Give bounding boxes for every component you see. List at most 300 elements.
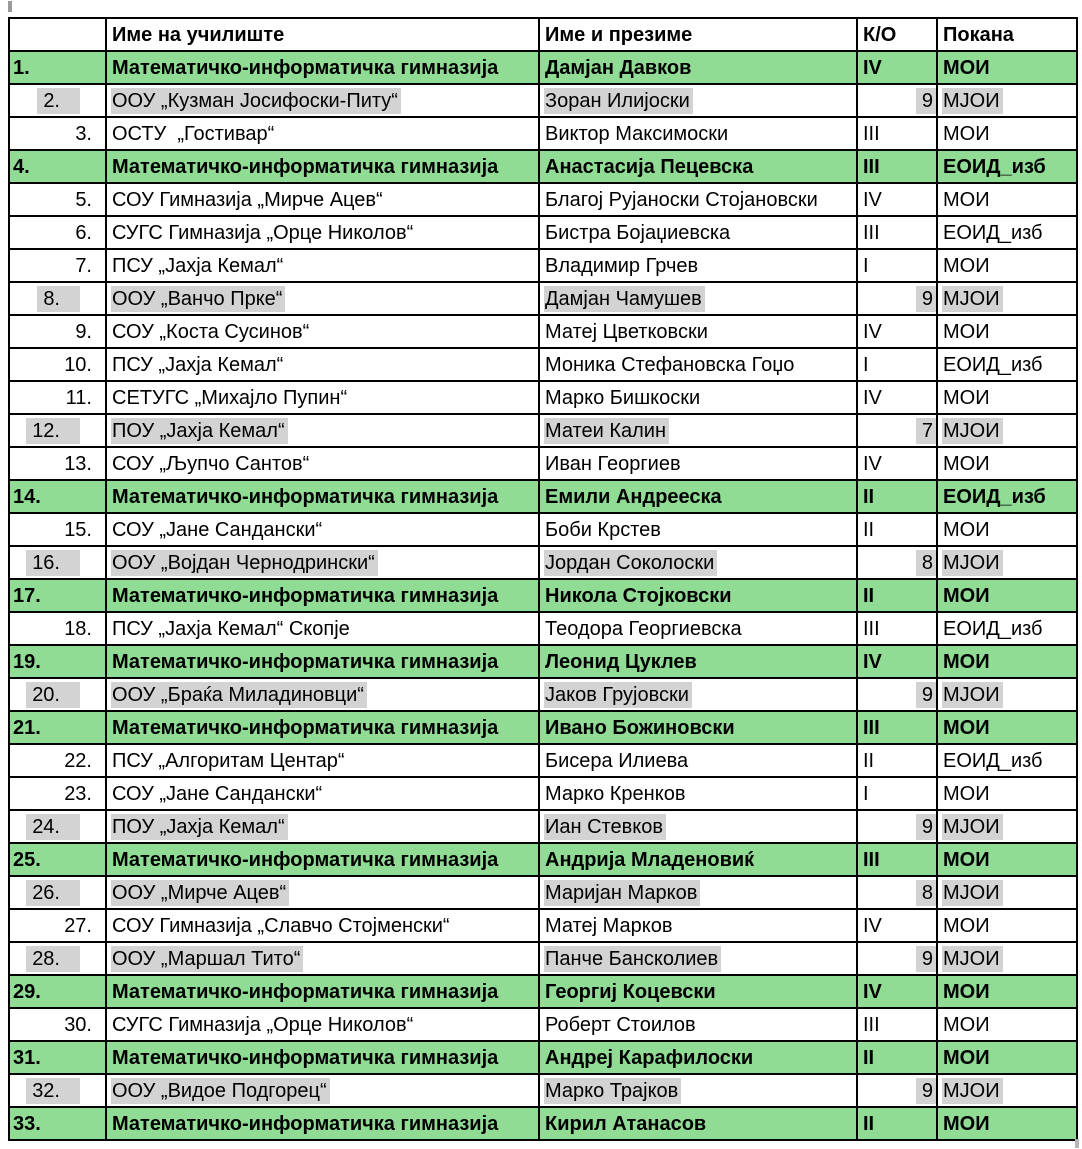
invitation-cell[interactable] xyxy=(937,1074,1077,1107)
person-cell[interactable] xyxy=(539,381,857,414)
invitation-cell[interactable] xyxy=(937,480,1077,513)
school-cell[interactable] xyxy=(106,810,539,843)
class-cell[interactable] xyxy=(857,711,937,744)
invitation-cell[interactable] xyxy=(937,777,1077,810)
table-row xyxy=(9,975,1077,1008)
person-name: Роберт Стоилов xyxy=(545,1013,696,1036)
row-number: 27. xyxy=(64,914,92,937)
school-cell[interactable] xyxy=(106,942,539,975)
person-cell[interactable] xyxy=(539,876,857,909)
row-number-cell[interactable] xyxy=(9,117,106,150)
class-cell[interactable] xyxy=(857,216,937,249)
invitation-value: МЈОИ xyxy=(942,682,1003,708)
invitation-cell[interactable] xyxy=(937,876,1077,909)
person-cell[interactable] xyxy=(539,183,857,216)
invitation-cell[interactable] xyxy=(937,348,1077,381)
school-cell[interactable] xyxy=(106,843,539,876)
row-number-cell[interactable] xyxy=(9,1074,106,1107)
invitation-cell[interactable] xyxy=(937,216,1077,249)
header-cell-invitation[interactable]: Покана xyxy=(937,18,1077,51)
class-cell[interactable] xyxy=(857,1107,937,1140)
row-number: 12. xyxy=(26,418,80,444)
row-number: 21. xyxy=(13,716,41,739)
table-row xyxy=(9,480,1077,513)
class-value: IV xyxy=(863,914,882,937)
invitation-value: ЕОИД_изб xyxy=(943,155,1046,178)
class-cell[interactable] xyxy=(857,942,937,975)
school-cell[interactable] xyxy=(106,414,539,447)
header-row xyxy=(9,18,1077,51)
person-name: Зоран Илијоски xyxy=(544,88,693,114)
person-cell[interactable] xyxy=(539,249,857,282)
person-name: Кирил Атанасов xyxy=(545,1112,707,1135)
table-row xyxy=(9,51,1077,84)
class-value: 8 xyxy=(916,880,936,906)
school-cell[interactable] xyxy=(106,447,539,480)
school-name: СУГС Гимназија „Орце Николов“ xyxy=(112,1013,414,1036)
invitation-value: МОИ xyxy=(943,716,990,739)
class-value: III xyxy=(863,1013,880,1036)
text-cursor-artifact-bottom xyxy=(1075,1139,1079,1148)
row-number: 17. xyxy=(13,584,41,607)
class-value: I xyxy=(863,254,869,277)
row-number-cell[interactable] xyxy=(9,348,106,381)
invitation-cell[interactable] xyxy=(937,579,1077,612)
invitation-cell[interactable] xyxy=(937,51,1077,84)
row-number-cell[interactable] xyxy=(9,579,106,612)
invitation-cell[interactable] xyxy=(937,942,1077,975)
school-cell[interactable] xyxy=(106,777,539,810)
row-number: 30. xyxy=(64,1013,92,1036)
row-number-cell[interactable] xyxy=(9,84,106,117)
invitation-cell[interactable] xyxy=(937,414,1077,447)
row-number-cell[interactable] xyxy=(9,810,106,843)
invitation-cell[interactable] xyxy=(937,1041,1077,1074)
school-cell[interactable] xyxy=(106,216,539,249)
school-cell[interactable] xyxy=(106,678,539,711)
class-cell[interactable] xyxy=(857,348,937,381)
row-number: 31. xyxy=(13,1046,41,1069)
invitation-value: МОИ xyxy=(943,584,990,607)
invitation-cell[interactable] xyxy=(937,513,1077,546)
school-name: Математичко-информатичка гимназија xyxy=(112,56,499,79)
school-cell[interactable] xyxy=(106,1074,539,1107)
class-value: II xyxy=(863,1046,875,1069)
invitation-cell[interactable] xyxy=(937,1008,1077,1041)
row-number: 26. xyxy=(26,880,80,906)
invitation-value: МЈОИ xyxy=(942,88,1003,114)
invitation-value: МЈОИ xyxy=(942,550,1003,576)
row-number: 20. xyxy=(26,682,80,708)
invitation-cell[interactable] xyxy=(937,249,1077,282)
school-cell[interactable] xyxy=(106,282,539,315)
invitation-cell[interactable] xyxy=(937,645,1077,678)
row-number-cell[interactable] xyxy=(9,216,106,249)
invitation-value: МОИ xyxy=(943,122,990,145)
school-cell[interactable] xyxy=(106,909,539,942)
class-value: I xyxy=(863,353,869,376)
person-cell[interactable] xyxy=(539,51,857,84)
person-cell[interactable] xyxy=(539,315,857,348)
header-cell-school[interactable]: Име на училиште xyxy=(106,18,539,51)
invitation-value: МОИ xyxy=(943,56,990,79)
school-name: Математичко-информатичка гимназија xyxy=(112,716,499,739)
header-cell-class[interactable]: К/О xyxy=(857,18,937,51)
invitation-cell[interactable] xyxy=(937,711,1077,744)
class-cell[interactable] xyxy=(857,183,937,216)
invitation-value: МЈОИ xyxy=(942,946,1003,972)
school-cell[interactable] xyxy=(106,183,539,216)
person-name: Моника Стефановска Гоџо xyxy=(545,353,795,376)
row-number-cell[interactable] xyxy=(9,711,106,744)
school-cell[interactable] xyxy=(106,579,539,612)
person-cell[interactable] xyxy=(539,1074,857,1107)
class-cell[interactable] xyxy=(857,612,937,645)
row-number: 2. xyxy=(37,88,80,114)
school-name: ООУ „Видое Подгорец“ xyxy=(111,1078,330,1104)
table-row xyxy=(9,1107,1077,1140)
class-cell[interactable] xyxy=(857,777,937,810)
row-number-cell[interactable] xyxy=(9,744,106,777)
school-name: СУГС Гимназија „Орце Николов“ xyxy=(112,221,414,244)
class-value: III xyxy=(863,617,880,640)
class-cell[interactable] xyxy=(857,909,937,942)
person-name: Никола Стојковски xyxy=(545,584,732,607)
table-row xyxy=(9,546,1077,579)
school-name: ООУ „Кузман Јосифоски-Питу“ xyxy=(111,88,401,114)
invitation-cell[interactable] xyxy=(937,315,1077,348)
invitation-value: ЕОИД_изб xyxy=(943,749,1043,772)
row-number: 23. xyxy=(64,782,92,805)
class-cell[interactable] xyxy=(857,1008,937,1041)
person-cell[interactable] xyxy=(539,777,857,810)
class-value: II xyxy=(863,518,875,541)
class-cell[interactable] xyxy=(857,1041,937,1074)
row-number: 33. xyxy=(13,1112,41,1135)
school-name: Математичко-информатичка гимназија xyxy=(112,1046,499,1069)
class-value: II xyxy=(863,584,875,607)
row-number-cell[interactable] xyxy=(9,513,106,546)
person-cell[interactable] xyxy=(539,942,857,975)
person-cell[interactable] xyxy=(539,678,857,711)
class-cell[interactable] xyxy=(857,579,937,612)
class-value: III xyxy=(863,122,880,145)
person-cell[interactable] xyxy=(539,480,857,513)
row-number-cell[interactable] xyxy=(9,876,106,909)
header-cell-number[interactable] xyxy=(9,18,106,51)
person-cell[interactable] xyxy=(539,447,857,480)
invitation-value: МОИ xyxy=(943,650,990,673)
table-row xyxy=(9,942,1077,975)
person-cell[interactable] xyxy=(539,1008,857,1041)
row-number: 10. xyxy=(64,353,92,376)
school-cell[interactable] xyxy=(106,1107,539,1140)
row-number-cell[interactable] xyxy=(9,777,106,810)
table-row xyxy=(9,183,1077,216)
class-value: IV xyxy=(863,56,882,79)
row-number-cell[interactable] xyxy=(9,51,106,84)
class-value: II xyxy=(863,749,875,772)
person-cell[interactable] xyxy=(539,645,857,678)
person-cell[interactable] xyxy=(539,1041,857,1074)
school-name: Математичко-информатичка гимназија xyxy=(112,1112,499,1135)
table-row xyxy=(9,117,1077,150)
school-name: СЕТУГС „Михајло Пупин“ xyxy=(112,386,348,409)
invitation-cell[interactable] xyxy=(937,447,1077,480)
person-name: Иван Георгиев xyxy=(545,452,681,475)
person-name: Матеј Марков xyxy=(545,914,673,937)
header-cell-person[interactable]: Име и презиме xyxy=(539,18,857,51)
class-cell[interactable] xyxy=(857,51,937,84)
row-number-cell[interactable] xyxy=(9,480,106,513)
school-name: СОУ Гимназија „Славчо Стојменски“ xyxy=(112,914,450,937)
person-cell[interactable] xyxy=(539,810,857,843)
person-name: Јаков Грујовски xyxy=(544,682,692,708)
class-value: 8 xyxy=(916,550,936,576)
class-cell[interactable] xyxy=(857,876,937,909)
school-name: ПСУ „Алгоритам Центар“ xyxy=(112,749,345,772)
person-cell[interactable] xyxy=(539,84,857,117)
school-name: ООУ „Браќа Миладиновци“ xyxy=(111,682,367,708)
row-number: 8. xyxy=(37,286,80,312)
row-number: 9. xyxy=(75,320,92,343)
table-row xyxy=(9,447,1077,480)
invitation-value: ЕОИД_изб xyxy=(943,485,1046,508)
person-name: Виктор Максимоски xyxy=(545,122,729,145)
class-cell[interactable] xyxy=(857,975,937,1008)
invitation-cell[interactable] xyxy=(937,183,1077,216)
row-number-cell[interactable] xyxy=(9,645,106,678)
class-cell[interactable] xyxy=(857,645,937,678)
row-number-cell[interactable] xyxy=(9,447,106,480)
invitation-value: МОИ xyxy=(943,1112,990,1135)
person-name: Јордан Соколоски xyxy=(544,550,717,576)
row-number-cell[interactable] xyxy=(9,942,106,975)
class-cell[interactable] xyxy=(857,678,937,711)
row-number-cell[interactable] xyxy=(9,909,106,942)
person-cell[interactable] xyxy=(539,612,857,645)
row-number: 14. xyxy=(13,485,41,508)
class-cell[interactable] xyxy=(857,480,937,513)
class-value: 9 xyxy=(916,88,936,114)
person-name: Боби Крстев xyxy=(545,518,661,541)
school-name: Математичко-информатичка гимназија xyxy=(112,848,499,871)
person-cell[interactable] xyxy=(539,414,857,447)
person-cell[interactable] xyxy=(539,150,857,183)
table-row xyxy=(9,381,1077,414)
school-cell[interactable] xyxy=(106,249,539,282)
school-cell[interactable] xyxy=(106,117,539,150)
invitation-value: МЈОИ xyxy=(942,1078,1003,1104)
person-cell[interactable] xyxy=(539,711,857,744)
person-cell[interactable] xyxy=(539,579,857,612)
person-name: Емили Андрееска xyxy=(545,485,722,508)
class-cell[interactable] xyxy=(857,843,937,876)
class-cell[interactable] xyxy=(857,249,937,282)
person-name: Маријан Марков xyxy=(544,880,700,906)
person-cell[interactable] xyxy=(539,282,857,315)
table-row xyxy=(9,84,1077,117)
row-number-cell[interactable] xyxy=(9,1008,106,1041)
school-cell[interactable] xyxy=(106,975,539,1008)
school-cell[interactable] xyxy=(106,1008,539,1041)
invitation-value: МОИ xyxy=(943,386,990,409)
class-cell[interactable] xyxy=(857,1074,937,1107)
row-number-cell[interactable] xyxy=(9,282,106,315)
invitation-value: МОИ xyxy=(943,1013,990,1036)
class-value: 9 xyxy=(916,286,936,312)
person-cell[interactable] xyxy=(539,1107,857,1140)
class-value: IV xyxy=(863,188,882,211)
school-cell[interactable] xyxy=(106,744,539,777)
school-name: ООУ „Мирче Ацев“ xyxy=(111,880,289,906)
invitation-cell[interactable] xyxy=(937,975,1077,1008)
school-cell[interactable] xyxy=(106,84,539,117)
invitation-cell[interactable] xyxy=(937,117,1077,150)
row-number: 6. xyxy=(75,221,92,244)
row-number: 25. xyxy=(13,848,41,871)
row-number: 29. xyxy=(13,980,41,1003)
person-name: Дамјан Давков xyxy=(545,56,692,79)
invitation-value: МОИ xyxy=(943,1046,990,1069)
person-name: Благој Рујаноски Стојановски xyxy=(545,188,818,211)
school-name: СОУ „Љупчо Сантов“ xyxy=(112,452,310,475)
person-cell[interactable] xyxy=(539,843,857,876)
school-cell[interactable] xyxy=(106,612,539,645)
row-number: 5. xyxy=(75,188,92,211)
invitation-cell[interactable] xyxy=(937,678,1077,711)
invitation-cell[interactable] xyxy=(937,909,1077,942)
school-cell[interactable] xyxy=(106,1041,539,1074)
person-name: Дамјан Чамушев xyxy=(544,286,705,312)
invitation-cell[interactable] xyxy=(937,810,1077,843)
person-cell[interactable] xyxy=(539,117,857,150)
person-cell[interactable] xyxy=(539,348,857,381)
row-number: 7. xyxy=(75,254,92,277)
invitation-cell[interactable] xyxy=(937,84,1077,117)
row-number-cell[interactable] xyxy=(9,546,106,579)
class-cell[interactable] xyxy=(857,381,937,414)
class-value: IV xyxy=(863,386,882,409)
invitation-cell[interactable] xyxy=(937,744,1077,777)
school-name: ПОУ „Јахја Кемал“ xyxy=(111,814,288,840)
invitation-value: МОИ xyxy=(943,452,990,475)
class-cell[interactable] xyxy=(857,117,937,150)
text-cursor-artifact-top xyxy=(8,1,12,12)
person-name: Ивано Божиновски xyxy=(545,716,735,739)
school-cell[interactable] xyxy=(106,480,539,513)
table-row xyxy=(9,876,1077,909)
table-row xyxy=(9,150,1077,183)
invitation-cell[interactable] xyxy=(937,150,1077,183)
invitation-value: МОИ xyxy=(943,782,990,805)
row-number-cell[interactable] xyxy=(9,678,106,711)
school-cell[interactable] xyxy=(106,381,539,414)
invitation-cell[interactable] xyxy=(937,612,1077,645)
person-cell[interactable] xyxy=(539,744,857,777)
school-cell[interactable] xyxy=(106,513,539,546)
invitation-cell[interactable] xyxy=(937,843,1077,876)
class-cell[interactable] xyxy=(857,513,937,546)
invitation-value: МОИ xyxy=(943,320,990,343)
class-cell[interactable] xyxy=(857,150,937,183)
school-name: Математичко-информатичка гимназија xyxy=(112,485,499,508)
table-row xyxy=(9,678,1077,711)
row-number-cell[interactable] xyxy=(9,381,106,414)
school-name: Математичко-информатичка гимназија xyxy=(112,650,499,673)
person-name: Андрија Младеновиќ xyxy=(545,848,755,871)
row-number-cell[interactable] xyxy=(9,315,106,348)
person-cell[interactable] xyxy=(539,909,857,942)
person-cell[interactable] xyxy=(539,513,857,546)
row-number: 3. xyxy=(75,122,92,145)
row-number: 19. xyxy=(13,650,41,673)
invitation-value: МЈОИ xyxy=(942,418,1003,444)
person-cell[interactable] xyxy=(539,546,857,579)
invitation-value: МОИ xyxy=(943,914,990,937)
school-cell[interactable] xyxy=(106,315,539,348)
row-number-cell[interactable] xyxy=(9,1107,106,1140)
row-number-cell[interactable] xyxy=(9,414,106,447)
person-cell[interactable] xyxy=(539,975,857,1008)
class-cell[interactable] xyxy=(857,315,937,348)
school-name: ПСУ „Јахја Кемал“ xyxy=(112,353,284,376)
invitation-value: МЈОИ xyxy=(942,814,1003,840)
row-number-cell[interactable] xyxy=(9,843,106,876)
invitation-cell[interactable] xyxy=(937,282,1077,315)
school-cell[interactable] xyxy=(106,546,539,579)
school-cell[interactable] xyxy=(106,51,539,84)
person-name: Марко Трајков xyxy=(544,1078,681,1104)
row-number-cell[interactable] xyxy=(9,183,106,216)
class-cell[interactable] xyxy=(857,744,937,777)
class-value: 9 xyxy=(916,814,936,840)
school-cell[interactable] xyxy=(106,348,539,381)
class-value: IV xyxy=(863,452,882,475)
person-cell[interactable] xyxy=(539,216,857,249)
table-row xyxy=(9,579,1077,612)
invitation-value: ЕОИД_изб xyxy=(943,617,1043,640)
table-row xyxy=(9,1041,1077,1074)
school-cell[interactable] xyxy=(106,150,539,183)
school-cell[interactable] xyxy=(106,645,539,678)
school-name: Математичко-информатичка гимназија xyxy=(112,155,499,178)
invitation-cell[interactable] xyxy=(937,1107,1077,1140)
row-number-cell[interactable] xyxy=(9,975,106,1008)
person-name: Леонид Цуклев xyxy=(545,650,697,673)
class-cell[interactable] xyxy=(857,414,937,447)
row-number-cell[interactable] xyxy=(9,249,106,282)
row-number: 1. xyxy=(13,56,30,79)
row-number-cell[interactable] xyxy=(9,150,106,183)
class-cell[interactable] xyxy=(857,546,937,579)
invitation-cell[interactable] xyxy=(937,381,1077,414)
class-cell[interactable] xyxy=(857,810,937,843)
row-number: 11. xyxy=(65,386,92,409)
class-cell[interactable] xyxy=(857,447,937,480)
invitation-cell[interactable] xyxy=(937,546,1077,579)
school-name: СОУ „Јане Сандански“ xyxy=(112,518,323,541)
class-cell[interactable] xyxy=(857,84,937,117)
school-cell[interactable] xyxy=(106,711,539,744)
class-value: 9 xyxy=(916,682,936,708)
class-cell[interactable] xyxy=(857,282,937,315)
row-number-cell[interactable] xyxy=(9,612,106,645)
school-name: СОУ Гимназија „Мирче Ацев“ xyxy=(112,188,383,211)
row-number-cell[interactable] xyxy=(9,1041,106,1074)
person-name: Бистра Бојаџиевска xyxy=(545,221,731,244)
school-cell[interactable] xyxy=(106,876,539,909)
